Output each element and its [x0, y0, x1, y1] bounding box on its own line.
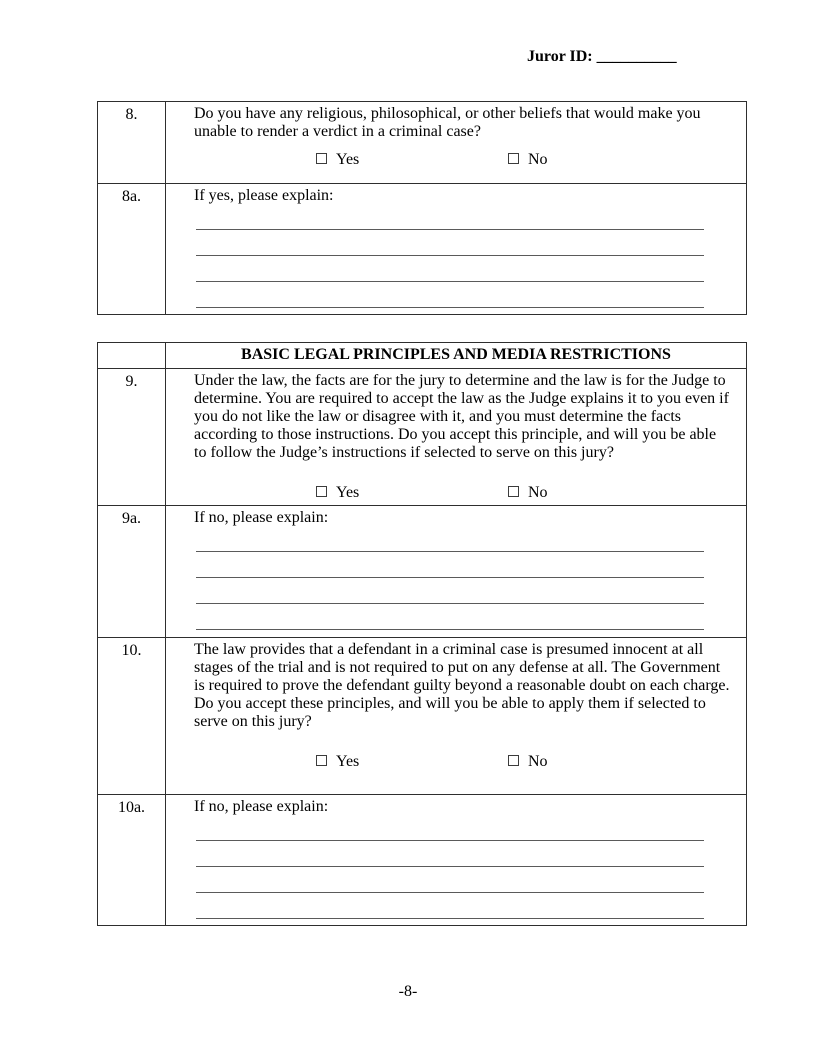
answer-line[interactable]	[196, 603, 704, 604]
answer-line[interactable]	[196, 840, 704, 841]
question-table-9-10	[97, 342, 747, 926]
question-row-10	[98, 637, 746, 794]
no-label: No	[528, 484, 548, 501]
checkbox-icon[interactable]	[508, 755, 519, 766]
yes-label: Yes	[336, 151, 360, 168]
explain-cell	[166, 795, 746, 925]
question-number: 10a.	[98, 795, 166, 925]
yes-checkbox-option[interactable]	[316, 151, 359, 169]
answer-line[interactable]	[196, 918, 704, 919]
answer-line[interactable]	[196, 255, 704, 256]
question-row-10a	[98, 794, 746, 925]
empty-number-cell	[98, 343, 166, 368]
juror-id-label: Juror ID:	[527, 48, 593, 65]
checkbox-icon[interactable]	[316, 486, 327, 497]
question-number: 8.	[98, 102, 166, 183]
answer-line[interactable]	[196, 229, 704, 230]
no-checkbox-option[interactable]	[508, 484, 548, 502]
question-text: Under the law, the facts are for the jury to determine and the law is for the Judge to determine. You are required to accept the law as the Judge explains it to you even if you do not like the law or disagree with it, and you must determine the facts according to those instructions. Do you accept this principle, and will you be able to follow the Judge’s instructions if selected to serve on this jury?	[194, 372, 729, 461]
juror-id-blank-field[interactable]: __________	[596, 48, 677, 65]
yes-checkbox-option[interactable]	[316, 484, 359, 502]
checkbox-icon[interactable]	[316, 153, 327, 164]
question-number: 9.	[98, 369, 166, 505]
yes-label: Yes	[336, 753, 360, 770]
question-table-8	[97, 101, 747, 315]
answer-line[interactable]	[196, 551, 704, 552]
checkbox-icon[interactable]	[316, 755, 327, 766]
yes-no-options	[166, 484, 746, 502]
question-number: 9a.	[98, 506, 166, 637]
question-cell	[166, 369, 746, 505]
question-cell	[166, 102, 746, 183]
yes-checkbox-option[interactable]	[316, 753, 359, 771]
yes-no-options	[166, 151, 746, 169]
checkbox-icon[interactable]	[508, 153, 519, 164]
explain-prompt: If yes, please explain:	[194, 187, 334, 204]
answer-line[interactable]	[196, 577, 704, 578]
question-text: The law provides that a defendant in a criminal case is presumed innocent at all stages of the trial and is not required to put on any defense at all. The Government is required to prove the defendant guilty beyond a reasonable doubt on each charge. Do you accept these principles, and will you be able to apply them if selected to serve on this jury?	[194, 641, 730, 730]
answer-line[interactable]	[196, 307, 704, 308]
explain-cell	[166, 184, 746, 314]
question-row-8a	[98, 183, 746, 314]
question-row-8	[98, 102, 746, 183]
explain-prompt: If no, please explain:	[194, 798, 329, 815]
page-number: -8-	[398, 983, 418, 1000]
no-checkbox-option[interactable]	[508, 753, 548, 771]
answer-line[interactable]	[196, 629, 704, 630]
answer-line[interactable]	[196, 281, 704, 282]
section-header-row	[98, 343, 746, 368]
question-cell	[166, 638, 746, 794]
explain-prompt: If no, please explain:	[194, 509, 329, 526]
question-row-9	[98, 368, 746, 505]
juror-id	[527, 48, 677, 66]
no-label: No	[528, 151, 548, 168]
question-number: 10.	[98, 638, 166, 794]
section-title: BASIC LEGAL PRINCIPLES AND MEDIA RESTRICTIONS	[241, 346, 671, 363]
checkbox-icon[interactable]	[508, 486, 519, 497]
no-label: No	[528, 753, 548, 770]
answer-line[interactable]	[196, 892, 704, 893]
question-text: Do you have any religious, philosophical, or other beliefs that would make you unable to render a verdict in a criminal case?	[194, 105, 701, 140]
yes-label: Yes	[336, 484, 360, 501]
answer-line[interactable]	[196, 866, 704, 867]
yes-no-options	[166, 753, 746, 771]
question-number: 8a.	[98, 184, 166, 314]
no-checkbox-option[interactable]	[508, 151, 548, 169]
question-row-9a	[98, 505, 746, 637]
explain-cell	[166, 506, 746, 637]
